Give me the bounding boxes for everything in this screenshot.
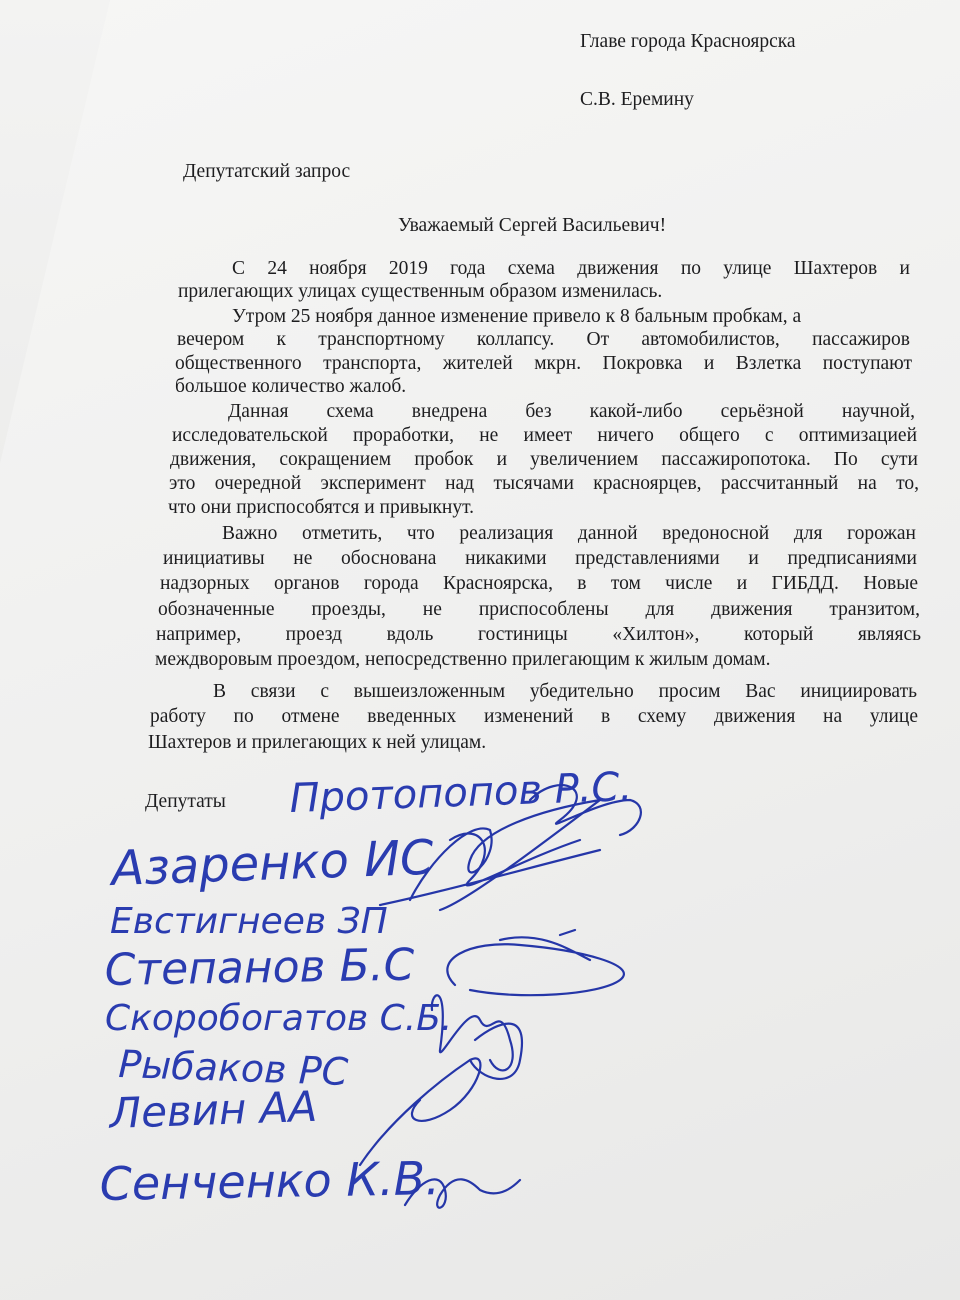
paragraph-line: Данная схема внедрена без какой-либо серьёзной научной, (228, 401, 915, 422)
salutation: Уважаемый Сергей Васильевич! (398, 215, 667, 236)
addressee-line-2: С.В. Еремину (580, 89, 694, 110)
paragraph-line: Шахтеров и прилегающих к ней улицам. (148, 732, 487, 753)
paragraph-line: например, проезд вдоль гостиницы «Хилтон», который являясь (156, 624, 921, 645)
handwritten-name: Евстигнеев ЗП (110, 901, 388, 942)
handwritten-name: Рыбаков РС (117, 1042, 349, 1095)
document-type: Депутатский запрос (183, 161, 351, 182)
paragraph-line: С 24 ноября 2019 года схема движения по улице Шахтеров и (232, 258, 910, 279)
paragraph-line: междворовым проездом, непосредственно прилегающим к жилым домам. (155, 649, 771, 670)
handwritten-name: Азаренко ИС (110, 829, 435, 897)
paragraph-line: В связи с вышеизложенным убедительно просим Вас инициировать (213, 681, 917, 702)
handwritten-name: Скоробогатов С.Б. (105, 998, 453, 1039)
paragraph-line: работу по отмене введенных изменений в схему движения на улице (150, 706, 918, 727)
addressee-line-1: Главе города Красноярска (580, 31, 796, 52)
paragraph-line: общественного транспорта, жителей мкрн. Покровка и Взлетка поступают (175, 353, 912, 374)
paragraph-line: надзорных органов города Красноярска, в том числе и ГИБДД. Новые (160, 573, 918, 594)
paragraph-line: это очередной эксперимент над тысячами красноярцев, рассчитанный на то, (169, 473, 919, 494)
paragraph-line: обозначенные проезды, не приспособлены для движения транзитом, (158, 599, 920, 620)
handwritten-name: Сенченко К.В. (99, 1151, 441, 1211)
paragraph-line: прилегающих улицах существенным образом изменилась. (178, 281, 663, 302)
paragraph-line: инициативы не обоснована никакими представлениями и предписаниями (163, 548, 917, 569)
paragraph-line: большое количество жалоб. (175, 376, 407, 397)
signers-label: Депутаты (145, 791, 226, 812)
paragraph-line: Важно отметить, что реализация данной вредоносной для горожан (222, 523, 916, 544)
paragraph-line: вечером к транспортному коллапсу. От автомобилистов, пассажиров (177, 329, 910, 350)
handwritten-name: Протопопов Р.С. (288, 764, 633, 822)
handwritten-name: Степанов Б.С (104, 939, 415, 996)
paragraph-line: Утром 25 ноября данное изменение привело к 8 бальным пробкам, а (232, 306, 802, 327)
paragraph-line: исследовательской проработки, не имеет ничего общего с оптимизацией (172, 425, 917, 446)
handwritten-name: Левин АА (108, 1081, 318, 1138)
paragraph-line: движения, сокращением пробок и увеличением пассажиропотока. По сути (170, 449, 918, 470)
paragraph-line: что они приспособятся и привыкнут. (168, 497, 475, 518)
